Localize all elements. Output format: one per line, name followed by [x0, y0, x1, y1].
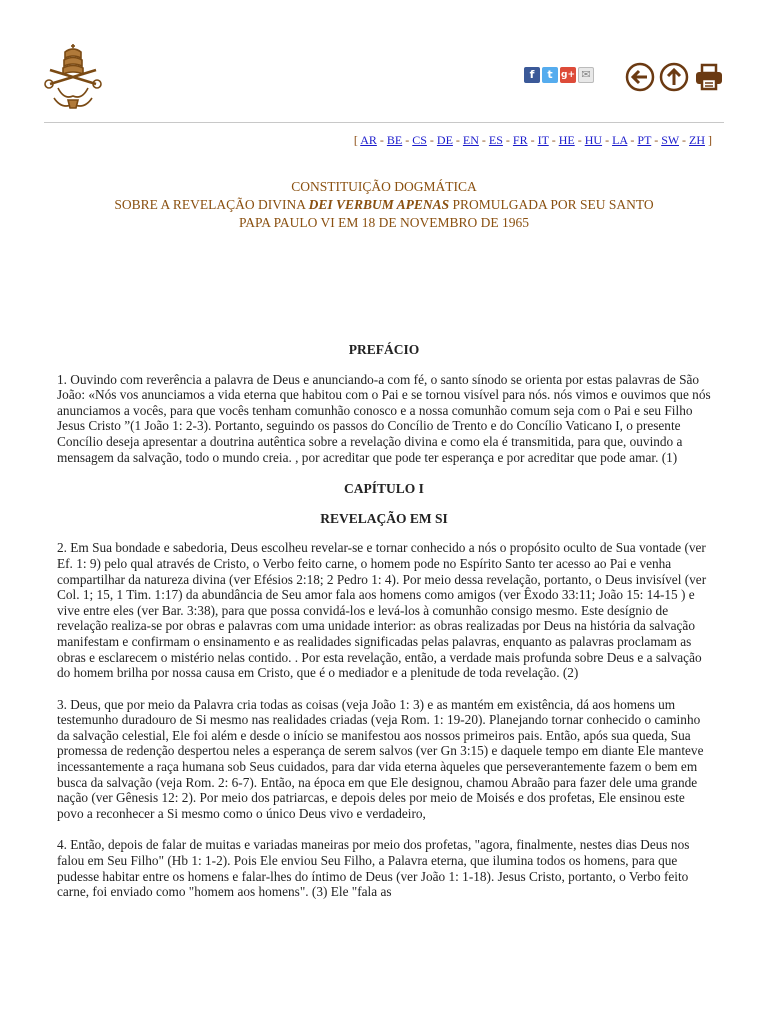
section-heading-prefacio: PREFÁCIO — [348, 342, 420, 357]
facebook-share-icon[interactable]: f — [524, 67, 540, 83]
lang-link-zh[interactable]: ZH — [689, 133, 705, 147]
chapter-heading: CAPÍTULO I — [344, 481, 424, 497]
lang-link-de[interactable]: DE — [436, 133, 453, 147]
googleplus-share-icon[interactable]: g+ — [560, 67, 576, 83]
title-line-2-post: PROMULGADA POR SEU SANTO — [449, 197, 654, 212]
paragraph-3: 3. Deus, que por meio da Palavra cria todas as coisas (veja João 1: 3) e as mantém em existência, dá aos homens um testemunho duradouro de Si mesmo nas realidades criadas (veja Rom. 1: 19-20). Planejando tornar conhecido o caminho da salvação celestial, Ele foi além e desde o início se manifestou aos nossos primeiros pais. Então, após sua queda, Sua promessa de redenção despertou neles a esperança de serem salvos (ver Gn 3:15) e daquele tempo em diante Ele manteve incessantemente a raça humana sob Seus cuidados, para dar vida eterna àqueles que perseverantemente fazem o bem em busca da salvação (veja Rom. 2: 6-7). Então, na época em que Ele designou, chamou Abraão para fazer dele uma grande nação (ver Gênesis 12: 2). Por meio dos patriarcas, e depois deles por meio de Moisés e dos profetas, Ele ensinou este povo a reconhecer a Si mesmo como o único Deus vivo e verdadeiro, — [57, 696, 704, 821]
document-body — [57, 342, 711, 916]
share-bar — [524, 67, 594, 83]
twitter-share-icon[interactable]: t — [542, 67, 558, 83]
lang-link-la[interactable]: LA — [612, 133, 628, 147]
chapter-title: REVELAÇÃO EM SI — [320, 510, 448, 526]
lang-link-cs[interactable]: CS — [412, 133, 427, 147]
lang-link-hu[interactable]: HU — [584, 133, 603, 147]
title-line-2-emphasis: DEI VERBUM APENAS — [308, 197, 450, 212]
paragraph-1: 1. Ouvindo com reverência a palavra de Deus e anunciando-a com fé, o santo sínodo se orienta por estas palavras de São João: «Nós vos anunciamos a vida eterna que habitou com o Pai e se tornou visível para nós. nós vimos e ouvimos que nós anunciamos a vocês, para que vocês tenham comunhão conosco e a nossa comunhão comum seja com o Pai e seu Filho Jesus Cristo ”(1 João 1: 2-3). Portanto, seguindo os passos do Concílio de Trento e do Concílio Vaticano I, o presente Concílio deseja apresentar a doutrina autêntica sobre a revelação divina e como ela é transmitida, para que, ouvindo a mensagem da salvação, todo o mundo creia. , por acreditar que pode ter esperança e por acreditar que pode amar. (1) — [57, 371, 711, 465]
email-share-icon[interactable]: ✉ — [578, 67, 594, 83]
page-actions — [625, 62, 725, 92]
paragraph-2: 2. Em Sua bondade e sabedoria, Deus escolheu revelar-se e tornar conhecido a nós o propósito oculto de Sua vontade (ver Ef. 1: 9) pelo qual através de Cristo, o Verbo feito carne, o homem pode no Espírito Santo ter acesso ao Pai e venha compartilhar da natureza divina (ver Efésios 2:18; 2 Pedro 1: 4). Por meio dessa revelação, portanto, o Deus invisível (ver Col. 1; 15, 1 Tim. 1:17) da abundância de Seu amor fala aos homens como amigos (ver Êxodo 33:11; João 15: 14-15 ) e vive entre eles (ver Bar. 3:38), para que possa convidá-los e levá-los à comunhão consigo mesmo. Este desígnio de revelação realiza-se por obras e palavras com uma unidade interior: as obras realizadas por Deus na história da salvação manifestam e confirmam o ensinamento e as realidades significadas pelas palavras, enquanto as palavras proclamam as obras e esclarecem o mistério nelas contido. . Por esta revelação, então, a verdade mais profunda sobre Deus e a salvação do homem brilha por nossa causa em Cristo, que é o mediador e a plenitude de toda revelação. (2) — [57, 540, 707, 681]
title-line-3: PAPA PAULO VI EM 18 DE NOVEMBRO DE 1965 — [238, 215, 530, 230]
back-arrow-icon[interactable] — [625, 62, 655, 92]
page-header — [0, 0, 768, 122]
lang-link-en[interactable]: EN — [462, 133, 479, 147]
lang-link-he[interactable]: HE — [558, 133, 575, 147]
language-selector: [ AR - BE - CS - DE - EN - ES - FR - IT - HE - HU - LA - PT - SW - ZH ] — [353, 133, 712, 147]
lang-link-fr[interactable]: FR — [512, 133, 528, 147]
title-line-1: CONSTITUIÇÃO DOGMÁTICA — [291, 179, 477, 194]
paragraph-4: 4. Então, depois de falar de muitas e variadas maneiras por meio dos profetas, "agora, finalmente, nestes dias Deus nos falou em Seu Filho" (Hb 1: 1-2). Pois Ele enviou Seu Filho, a Palavra eterna, que ilumina todos os homens, para que pudesse habitar entre os homens e falar-lhes do íntimo de Deus (ver João 1: 1-18). Jesus Cristo, portanto, o Verbo feito carne, foi enviado como "homem aos homens". (3) Ele "fala as — [57, 837, 690, 900]
title-line-2-pre: SOBRE A REVELAÇÃO DIVINA — [114, 197, 309, 212]
lang-link-sw[interactable]: SW — [661, 133, 679, 147]
title-line-2 — [44, 196, 724, 214]
lang-link-es[interactable]: ES — [488, 133, 503, 147]
document-title — [44, 178, 724, 232]
lang-link-ar[interactable]: AR — [360, 133, 377, 147]
print-icon[interactable] — [693, 62, 725, 92]
lang-link-pt[interactable]: PT — [637, 133, 652, 147]
header-divider — [44, 122, 724, 123]
lang-link-be[interactable]: BE — [386, 133, 403, 147]
up-arrow-icon[interactable] — [659, 62, 689, 92]
lang-link-it[interactable]: IT — [537, 133, 549, 147]
papal-coat-of-arms-icon — [40, 40, 106, 112]
